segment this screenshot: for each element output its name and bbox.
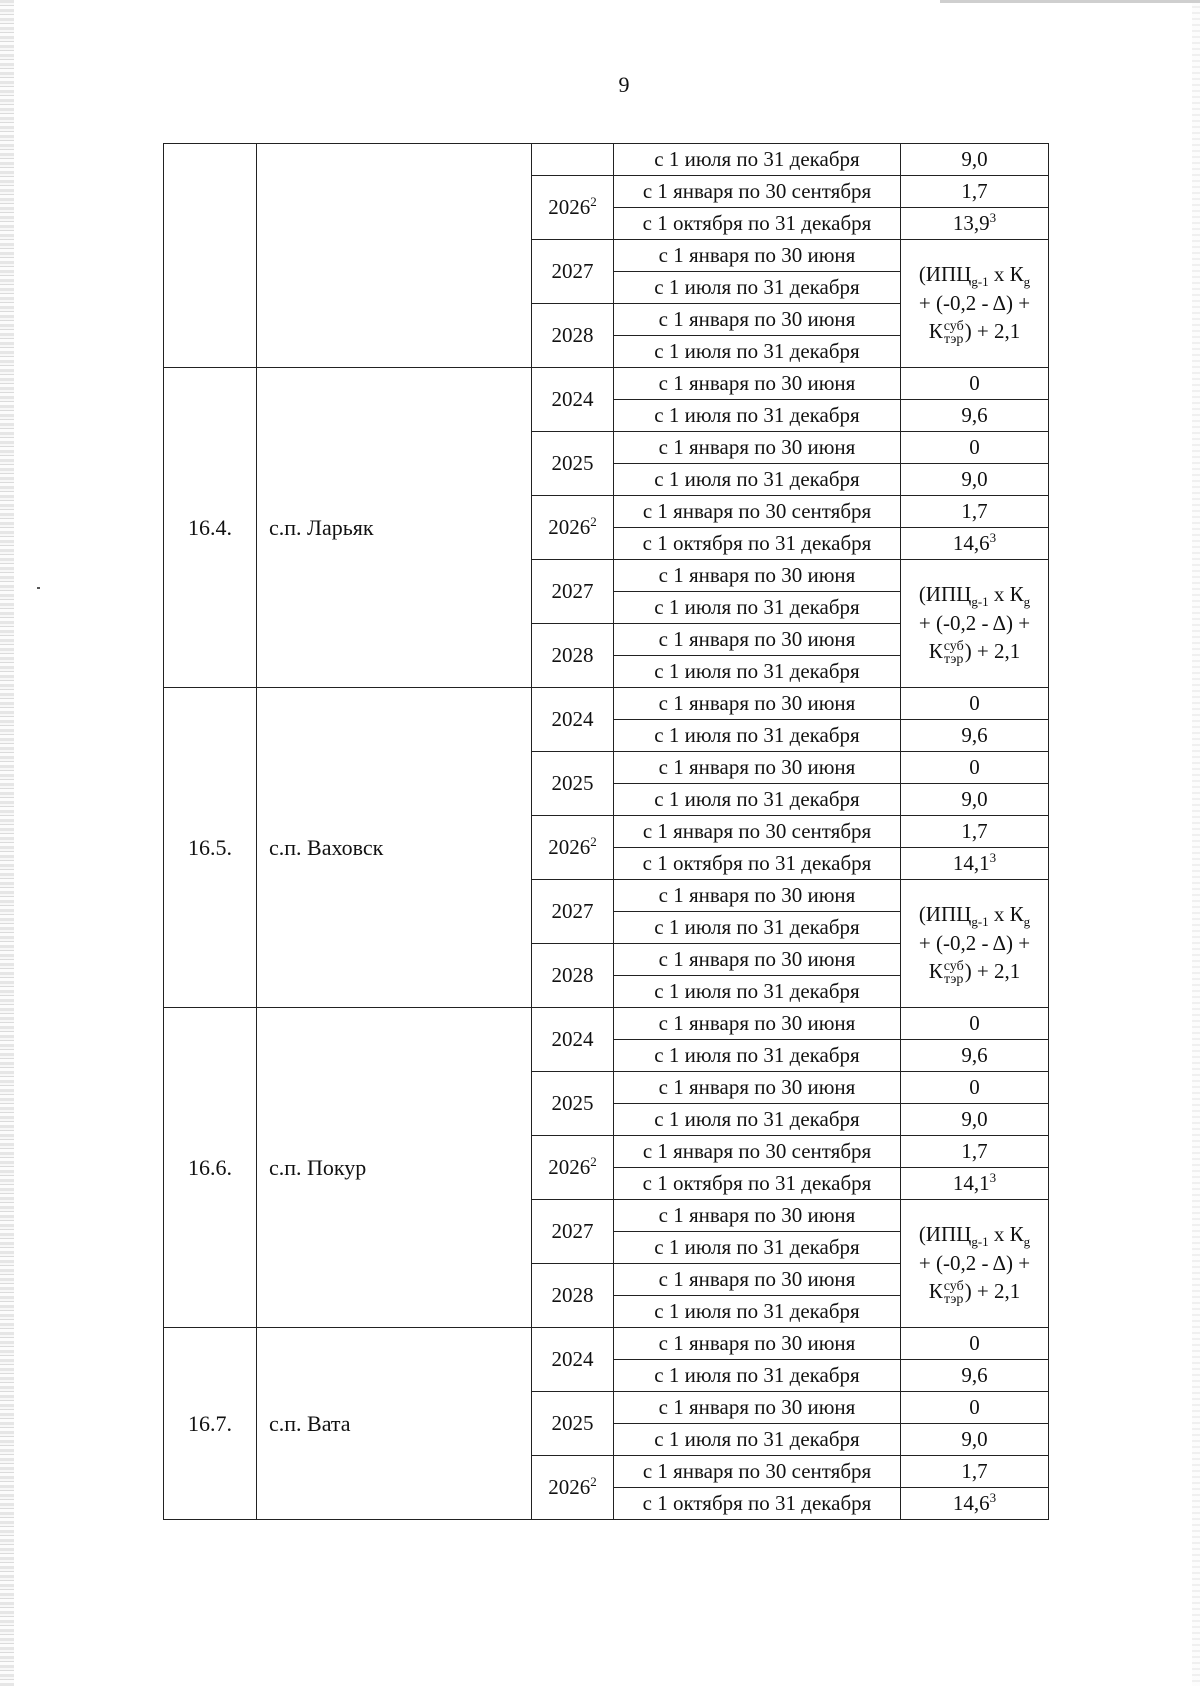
year-text: 2026 [548,195,591,219]
period-cell: с 1 января по 30 июня [614,624,901,656]
rate-value: 9,6 [961,723,988,747]
formula-subscript: g [1023,274,1031,290]
formula-subsup [944,640,964,667]
formula-subscript: g-1 [971,914,989,930]
table-row [164,144,1049,176]
item-number-text: 16.4. [188,514,232,540]
formula-line-2: + (-0,2 - Δ) + [918,290,1031,315]
settlement-name [257,688,532,1008]
formula-text: К [928,639,943,664]
year-cell [532,1456,614,1520]
period-cell: с 1 июля по 31 декабря [614,592,901,624]
rate-value: 0 [969,1395,980,1419]
period-cell: с 1 октября по 31 декабря [614,1488,901,1520]
rate-value-cell [901,1328,1049,1360]
period-cell: с 1 июля по 31 декабря [614,464,901,496]
rate-value-cell [901,432,1049,464]
period-cell: с 1 июля по 31 декабря [614,720,901,752]
footnote-mark: 3 [989,530,997,545]
rate-value-cell [901,1360,1049,1392]
formula-superscript: суб [943,958,964,974]
settlement-name-text: с.п. Покур [269,1154,367,1180]
rate-value: 0 [969,755,980,779]
rate-value-cell [901,1392,1049,1424]
indexation-formula-cell [901,240,1049,368]
rate-value: 9,0 [961,787,988,811]
item-number [164,368,257,688]
period-cell: с 1 октября по 31 декабря [614,528,901,560]
formula-line-2: + (-0,2 - Δ) + [918,610,1031,635]
period-cell: с 1 июля по 31 декабря [614,1040,901,1072]
formula-line-3 [901,637,1048,666]
formula-text: ) + 2,1 [964,959,1021,984]
formula-text: (ИПЦ [918,902,972,927]
rate-value: 0 [969,691,980,715]
year-text: 2028 [551,963,594,987]
item-number [164,1008,257,1328]
formula-text: х К [988,1222,1024,1247]
period-cell: с 1 января по 30 июня [614,240,901,272]
rate-value-cell [901,368,1049,400]
formula-subscript: тэр [943,652,964,668]
year-cell [532,944,614,1008]
formula-subscript: g-1 [971,1234,989,1250]
year-text: 2024 [551,707,594,731]
rate-value-cell [901,688,1049,720]
footnote-mark: 2 [590,834,597,849]
period-cell: с 1 июля по 31 декабря [614,784,901,816]
rate-value: 13,9 [952,211,990,235]
formula-text: ) + 2,1 [964,639,1021,664]
period-cell: с 1 июля по 31 декабря [614,336,901,368]
formula-text: ) + 2,1 [964,319,1021,344]
year-cell [532,816,614,880]
rate-value-cell [901,1488,1049,1520]
year-cell [532,1008,614,1072]
period-cell: с 1 июля по 31 декабря [614,1360,901,1392]
formula-subsup [944,1280,964,1307]
rate-value-cell [901,1040,1049,1072]
page-number: 9 [618,72,630,97]
rate-value-cell [901,400,1049,432]
formula-text: х К [988,262,1024,287]
year-cell [532,496,614,560]
rate-value-cell [901,720,1049,752]
scan-edge-top [940,0,1200,3]
formula-subscript: g-1 [971,594,989,610]
period-cell: с 1 октября по 31 декабря [614,848,901,880]
year-cell [532,144,614,176]
rate-value-cell [901,848,1049,880]
formula-text: К [928,959,943,984]
year-cell [532,1200,614,1264]
year-text: 2028 [551,1283,594,1307]
rate-value: 9,6 [961,403,988,427]
year-cell [532,624,614,688]
period-cell: с 1 января по 30 июня [614,368,901,400]
period-cell: с 1 июля по 31 декабря [614,272,901,304]
formula-subscript: g-1 [971,274,989,290]
table-row [164,688,1049,720]
period-cell: с 1 января по 30 июня [614,1008,901,1040]
formula-text: К [928,1279,943,1304]
rate-value: 9,0 [961,1427,988,1451]
period-cell: с 1 января по 30 июня [614,432,901,464]
formula-text: (ИПЦ [918,1222,972,1247]
formula-text: К [928,319,943,344]
item-number-text: 16.6. [188,1154,232,1180]
rate-value-cell [901,496,1049,528]
item-number-text: 16.5. [188,834,232,860]
footnote-mark: 2 [590,1154,597,1169]
year-cell [532,1264,614,1328]
rate-value-cell [901,1136,1049,1168]
period-cell: с 1 января по 30 июня [614,1264,901,1296]
formula-text: х К [988,582,1024,607]
item-number [164,144,257,368]
formula-line-2: + (-0,2 - Δ) + [918,1250,1031,1275]
rate-value-cell [901,208,1049,240]
item-number-text: 16.7. [188,1410,232,1436]
indexation-formula-cell [901,560,1049,688]
rate-value: 14,6 [952,1491,990,1515]
year-text: 2025 [551,1091,594,1115]
rate-value: 0 [969,1011,980,1035]
rate-value: 9,6 [961,1043,988,1067]
rate-value: 1,7 [961,1139,988,1163]
item-number [164,688,257,1008]
year-text: 2026 [548,835,591,859]
scan-edge-right [1192,0,1200,1686]
rate-value: 9,0 [961,147,988,171]
period-cell: с 1 января по 30 сентября [614,1456,901,1488]
year-cell [532,752,614,816]
period-cell: с 1 января по 30 июня [614,944,901,976]
rate-value: 0 [969,1075,980,1099]
period-cell: с 1 января по 30 сентября [614,1136,901,1168]
period-cell: с 1 января по 30 июня [614,752,901,784]
period-cell: с 1 января по 30 июня [614,1392,901,1424]
year-cell [532,304,614,368]
settlement-name [257,144,532,368]
rate-value-cell [901,784,1049,816]
formula-subscript: g [1023,914,1031,930]
formula-subscript: тэр [943,1292,964,1308]
settlement-name [257,1008,532,1328]
rate-value-cell [901,1424,1049,1456]
footnote-mark: 2 [590,514,597,529]
rate-value: 0 [969,371,980,395]
rate-value-cell [901,176,1049,208]
year-text: 2027 [551,259,594,283]
period-cell: с 1 июля по 31 декабря [614,912,901,944]
formula-text: х К [988,902,1024,927]
rate-value-cell [901,144,1049,176]
period-cell: с 1 января по 30 июня [614,1200,901,1232]
year-text: 2025 [551,1411,594,1435]
indexation-formula-cell [901,880,1049,1008]
year-text: 2026 [548,515,591,539]
year-text: 2024 [551,1027,594,1051]
rate-value-cell [901,1072,1049,1104]
rate-value-cell [901,1104,1049,1136]
formula-line-2: + (-0,2 - Δ) + [918,930,1031,955]
year-cell [532,240,614,304]
period-cell: с 1 января по 30 сентября [614,816,901,848]
period-cell: с 1 января по 30 июня [614,880,901,912]
year-cell [532,368,614,432]
year-text: 2027 [551,899,594,923]
year-text: 2027 [551,579,594,603]
period-cell: с 1 июля по 31 декабря [614,1104,901,1136]
year-text: 2026 [548,1475,591,1499]
formula-line-3 [901,1277,1048,1306]
period-cell: с 1 июля по 31 декабря [614,1296,901,1328]
rate-value: 1,7 [961,179,988,203]
year-text: 2028 [551,643,594,667]
table-row [164,368,1049,400]
footnote-mark: 2 [590,194,597,209]
year-cell [532,1328,614,1392]
period-cell: с 1 января по 30 сентября [614,176,901,208]
period-cell: с 1 июля по 31 декабря [614,144,901,176]
formula-subsup [944,320,964,347]
formula-subsup [944,960,964,987]
year-text: 2024 [551,387,594,411]
table-row [164,1328,1049,1360]
formula-subscript: g [1023,1234,1031,1250]
year-text: 2026 [548,1155,591,1179]
formula-line-1 [901,1220,1048,1248]
footnote-mark: 2 [590,1474,597,1489]
formula-line-1 [901,900,1048,928]
rate-value-cell [901,816,1049,848]
rate-value: 14,6 [952,531,990,555]
indexation-formula-cell [901,1200,1049,1328]
footnote-mark: 3 [989,1490,997,1505]
rate-value: 14,1 [952,851,990,875]
period-cell: с 1 октября по 31 декабря [614,208,901,240]
formula-subscript: тэр [943,972,964,988]
formula-superscript: суб [943,1278,964,1294]
formula-text: (ИПЦ [918,582,972,607]
rate-value-cell [901,1456,1049,1488]
settlement-name-text: с.п. Ларьяк [269,514,374,540]
footnote-mark: 3 [989,1170,997,1185]
rate-value: 0 [969,435,980,459]
rate-value: 9,0 [961,1107,988,1131]
formula-line-1 [901,260,1048,288]
year-text: 2024 [551,1347,594,1371]
period-cell: с 1 января по 30 июня [614,1072,901,1104]
settlement-name-text: с.п. Ваховск [269,834,384,860]
rate-value-cell [901,528,1049,560]
period-cell: с 1 января по 30 июня [614,560,901,592]
formula-line-3 [901,957,1048,986]
footnote-mark: 3 [989,210,997,225]
year-text: 2025 [551,771,594,795]
footnote-mark: 3 [989,850,997,865]
tariff-table [163,143,1049,1520]
formula-superscript: суб [943,638,964,654]
year-text: 2028 [551,323,594,347]
rate-value: 9,0 [961,467,988,491]
formula-subscript: тэр [943,332,964,348]
rate-value-cell [901,1008,1049,1040]
period-cell: с 1 января по 30 сентября [614,496,901,528]
rate-value-cell [901,752,1049,784]
period-cell: с 1 января по 30 июня [614,304,901,336]
period-cell: с 1 июля по 31 декабря [614,1424,901,1456]
year-cell [532,1072,614,1136]
rate-value: 14,1 [952,1171,990,1195]
year-text: 2025 [551,451,594,475]
year-cell [532,560,614,624]
rate-value-cell [901,1168,1049,1200]
year-cell [532,880,614,944]
formula-text: ) + 2,1 [964,1279,1021,1304]
year-cell [532,688,614,752]
formula-line-1 [901,580,1048,608]
formula-line-3 [901,317,1048,346]
rate-value: 0 [969,1331,980,1355]
rate-value: 1,7 [961,1459,988,1483]
formula-text: (ИПЦ [918,262,972,287]
year-cell [532,1392,614,1456]
period-cell: с 1 июля по 31 декабря [614,656,901,688]
rate-value: 1,7 [961,819,988,843]
period-cell: с 1 июля по 31 декабря [614,976,901,1008]
item-number [164,1328,257,1520]
table-row [164,1008,1049,1040]
period-cell: с 1 июля по 31 декабря [614,400,901,432]
rate-value: 1,7 [961,499,988,523]
year-cell [532,432,614,496]
formula-subscript: g [1023,594,1031,610]
period-cell: с 1 января по 30 июня [614,1328,901,1360]
formula-superscript: суб [943,318,964,334]
rate-value-cell [901,464,1049,496]
year-cell [532,176,614,240]
year-text: 2027 [551,1219,594,1243]
period-cell: с 1 июля по 31 декабря [614,1232,901,1264]
settlement-name-text: с.п. Вата [269,1410,351,1436]
period-cell: с 1 октября по 31 декабря [614,1168,901,1200]
settlement-name [257,1328,532,1520]
tariff-table-body [164,144,1049,1520]
scan-edge-left [0,0,14,1686]
scan-speck [37,587,40,589]
rate-value: 9,6 [961,1363,988,1387]
year-cell [532,1136,614,1200]
period-cell: с 1 января по 30 июня [614,688,901,720]
settlement-name [257,368,532,688]
